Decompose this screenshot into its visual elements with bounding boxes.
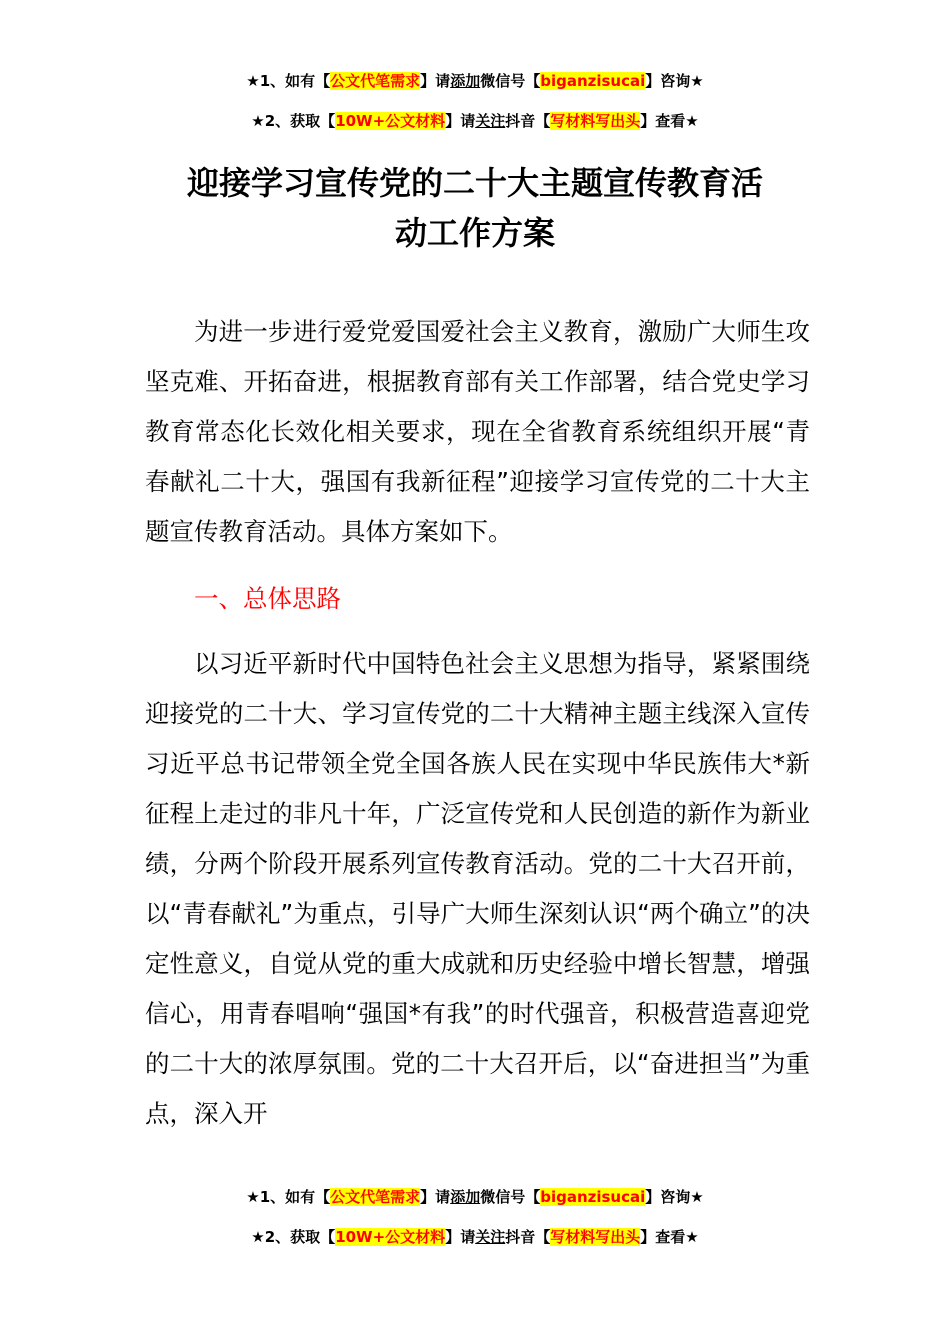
title-line-2: 动工作方案 xyxy=(394,214,555,252)
banner-text: 】查看★ xyxy=(640,1228,699,1246)
banner-highlight: 10W+公文材料 xyxy=(335,112,446,130)
banner-text: 】咨询★ xyxy=(645,72,704,90)
banner-highlight: 公文代笔需求 xyxy=(330,72,421,90)
top-banner-line-2 xyxy=(0,110,950,132)
banner-text: ★1、如有【 xyxy=(246,72,331,90)
top-banner-line-1 xyxy=(0,70,950,92)
title-line-1: 迎接学习宣传党的二十大主题宣传教育活 xyxy=(186,164,763,202)
banner-highlight: 公文代笔需求 xyxy=(330,1188,421,1206)
banner-text: 】查看★ xyxy=(640,112,699,130)
banner-text: 抖音【 xyxy=(505,112,551,130)
section-heading: 一、总体思路 xyxy=(194,584,341,613)
banner-douyin-id: 写材料写出头 xyxy=(550,112,641,130)
intro-paragraph: 为进一步进行爱党爱国爱社会主义教育，激励广大师生攻坚克难、开拓奋进，根据教育部有关工作部署，结合党史学习教育常态化长效化相关要求，现在全省教育系统组织开展“青春献礼二十大，强国有我新征程”迎接学习宣传党的二十大主题宣传教育活动。具体方案如下。 xyxy=(145,317,810,546)
banner-wechat-id: biganzisucai xyxy=(540,1188,646,1206)
banner-underlined: 添加 xyxy=(450,1188,481,1206)
banner-text: 微信号【 xyxy=(480,72,541,90)
banner-text: 】请 xyxy=(420,1188,451,1206)
bottom-banner-line-2 xyxy=(0,1226,950,1248)
banner-highlight: 10W+公文材料 xyxy=(335,1228,446,1246)
banner-underlined: 添加 xyxy=(450,72,481,90)
bottom-banner-line-1 xyxy=(0,1186,950,1208)
banner-underlined: 关注 xyxy=(475,112,506,130)
banner-text: 】请 xyxy=(445,1228,476,1246)
banner-wechat-id: biganzisucai xyxy=(540,72,646,90)
banner-text: 】请 xyxy=(445,112,476,130)
banner-text: 微信号【 xyxy=(480,1188,541,1206)
banner-underlined: 关注 xyxy=(475,1228,506,1246)
banner-text: ★2、获取【 xyxy=(251,112,336,130)
banner-douyin-id: 写材料写出头 xyxy=(550,1228,641,1246)
banner-text: ★1、如有【 xyxy=(246,1188,331,1206)
section-body-paragraph: 以习近平新时代中国特色社会主义思想为指导，紧紧围绕迎接党的二十大、学习宣传党的二十大精神主题主线深入宣传习近平总书记带领全党全国各族人民在实现中华民族伟大*新征程上走过的非凡十年，广泛宣传党和人民创造的新作为新业绩，分两个阶段开展系列宣传教育活动。党的二十大召开前，以“青春献礼”为重点，引导广大师生深刻认识“两个确立”的决定性意义，自觉从党的重大成就和历史经验中增长智慧，增强信心，用青春唱响“强国*有我”的时代强音，积极营造喜迎党的二十大的浓厚氛围。党的二十大召开后，以“奋进担当”为重点，深入开 xyxy=(145,649,810,1128)
banner-text: 抖音【 xyxy=(505,1228,551,1246)
banner-text: 】咨询★ xyxy=(645,1188,704,1206)
document-title xyxy=(100,158,850,258)
banner-text: 】请 xyxy=(420,72,451,90)
banner-text: ★2、获取【 xyxy=(251,1228,336,1246)
